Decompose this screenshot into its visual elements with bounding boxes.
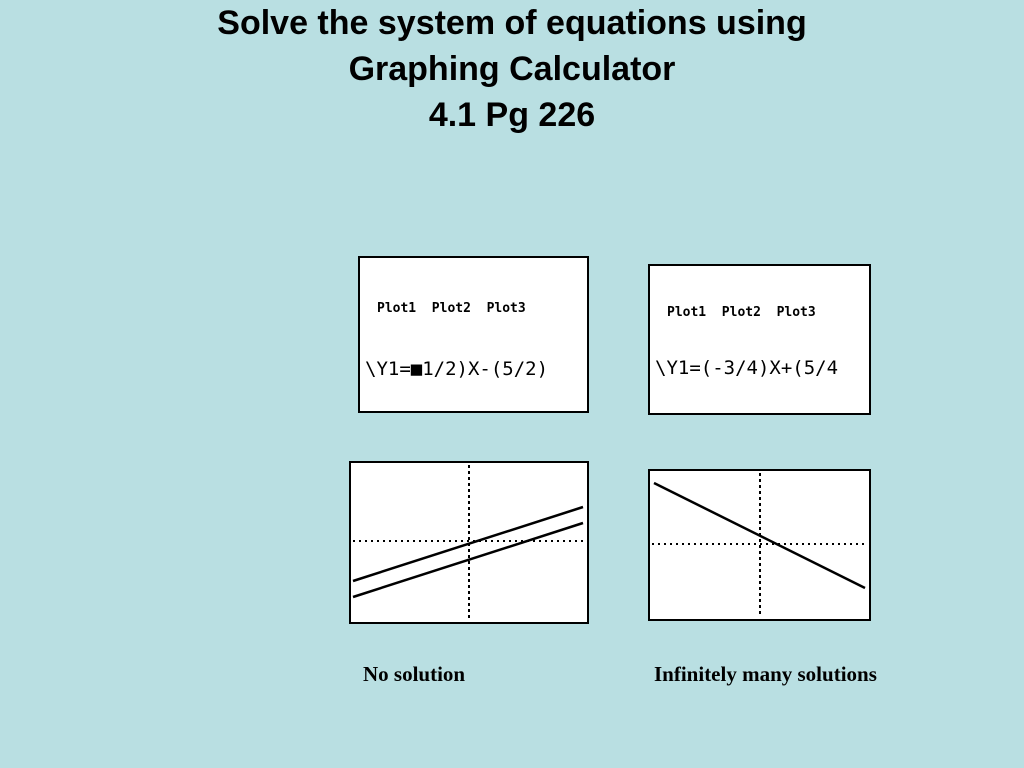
- title-line-1: Solve the system of equations using: [217, 4, 807, 42]
- calculator-equation-screen-1: [358, 256, 589, 413]
- plot-toggles: Plot1 Plot2 Plot3: [667, 305, 816, 320]
- graph-parallel-lines: [351, 463, 587, 622]
- title-line-3: 4.1 Pg 226: [428, 96, 596, 134]
- caption-infinitely-many: Infinitely many solutions: [654, 662, 877, 686]
- caption-no-solution: No solution: [363, 662, 466, 686]
- plot-toggles: Plot1 Plot2 Plot3: [377, 301, 526, 316]
- title-line-2: Graphing Calculator: [348, 50, 676, 88]
- calculator-graph-screen-2: [648, 469, 871, 621]
- equation-y1: \Y1=■1/2)X-(5/2): [365, 358, 549, 380]
- graph-coincident-lines: [650, 471, 869, 619]
- slide-title: [0, 0, 1024, 138]
- equation-y1: \Y1=(-3/4)X+(5/4: [655, 357, 839, 379]
- calculator-graph-screen-1: [349, 461, 589, 624]
- calculator-equation-screen-2: [648, 264, 871, 415]
